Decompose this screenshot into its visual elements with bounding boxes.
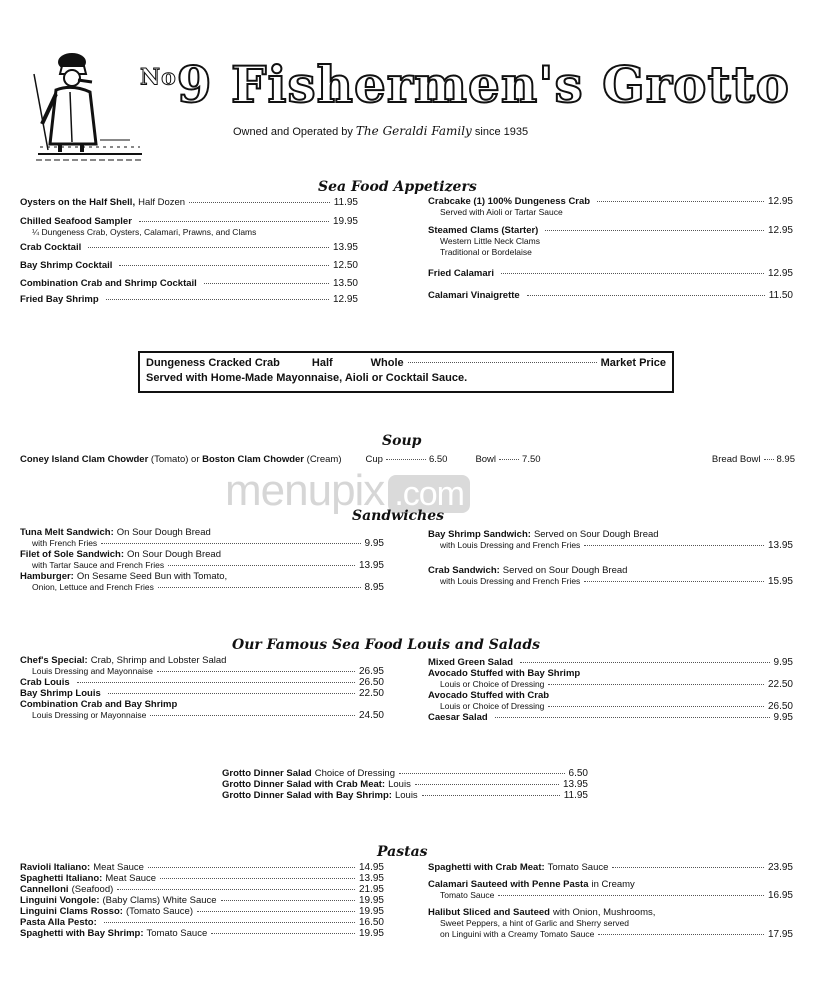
cracked-crab-box (138, 351, 674, 393)
section-appetizers: Sea Food Appetizers (318, 179, 477, 195)
soup-row (20, 454, 795, 465)
leader-dots (157, 671, 355, 672)
leader-dots (520, 662, 770, 663)
menu-item (428, 862, 793, 873)
menu-item-desc: on Linguini with a Creamy Tomato Sauce (440, 929, 595, 939)
menu-item (20, 294, 358, 305)
section-salads: Our Famous Sea Food Louis and Salads (232, 637, 541, 653)
menu-item-name: Grotto Dinner Salad with Bay Shrimp: (222, 790, 392, 801)
menu-item-price: 17.95 (767, 929, 793, 940)
menu-item-price: 22.50 (767, 679, 793, 690)
menu-item-name: Bay Shrimp Cocktail (20, 260, 113, 271)
menu-item-price: 13.95 (358, 560, 384, 571)
menu-item-price: 23.95 (767, 862, 793, 873)
menu-item-sub: with Onion, Mushrooms, (552, 907, 656, 918)
sandwiches-left-column (20, 527, 384, 593)
section-sandwiches: Sandwiches (352, 508, 445, 524)
section-soup: Soup (382, 433, 422, 449)
menu-item (20, 895, 384, 906)
menu-item-price: 8.95 (364, 582, 384, 593)
leader-dots (501, 273, 764, 274)
menu-item-sub: (Baby Clams) White Sauce (102, 895, 217, 906)
menu-item-price: 19.95 (332, 216, 358, 227)
menu-item (20, 527, 384, 549)
leader-dots (584, 545, 764, 546)
menu-item (20, 862, 384, 873)
cracked-crab-whole: Whole (370, 357, 404, 369)
menu-item-price: 9.95 (364, 538, 384, 549)
soup-bread-price: 8.95 (776, 454, 795, 465)
menu-item-name: Linguini Vongole: (20, 895, 100, 906)
appetizers-left-column (20, 197, 358, 309)
menu-item-sub: Served on Sour Dough Bread (502, 565, 628, 576)
menu-item-sub: Meat Sauce (93, 862, 144, 873)
menu-item-desc: Sweet Peppers, a hint of Garlic and Sherry served (440, 918, 629, 928)
menu-item (20, 197, 358, 208)
cracked-crab-served: Served with Home-Made Mayonnaise, Aioli or Cocktail Sauce. (146, 372, 468, 384)
menu-item (20, 873, 384, 884)
menu-item-desc-row (20, 710, 384, 721)
menu-item-desc-row (428, 540, 793, 551)
menu-item-desc: Western Little Neck Clams (440, 236, 540, 246)
leader-dots (211, 933, 355, 934)
title-number-prefix: No (140, 64, 177, 91)
menu-item-name: Pasta Alla Pesto: (20, 917, 97, 928)
menu-item-name: Crab Cocktail (20, 242, 82, 253)
menu-item (428, 225, 793, 258)
menu-item-sub: Choice of Dressing (314, 768, 395, 779)
menu-item-desc: Louis or Choice of Dressing (440, 679, 545, 689)
menu-item (20, 242, 358, 253)
menu-item-desc: Louis or Choice of Dressing (440, 701, 545, 711)
leader-dots (158, 587, 361, 588)
menu-item-price: 13.95 (332, 242, 358, 253)
menu-item-name: Grotto Dinner Salad with Crab Meat: (222, 779, 386, 790)
menu-item-row (428, 565, 793, 576)
menu-item (20, 278, 358, 289)
menu-item-sub: Louis (394, 790, 418, 801)
leader-dots (422, 795, 560, 796)
menu-item-price: 19.95 (358, 928, 384, 939)
menu-item-price: 13.95 (562, 779, 588, 790)
leader-dots (598, 934, 764, 935)
menu-item-price: 19.95 (358, 906, 384, 917)
menu-item-desc-row (20, 582, 384, 593)
menu-item-row (428, 268, 793, 279)
owned-prefix: Owned and Operated by (233, 126, 353, 138)
menu-item-name: Filet of Sole Sandwich: (20, 549, 124, 560)
menu-item (428, 268, 793, 279)
menu-item-name: Mixed Green Salad (428, 657, 514, 668)
cracked-crab-price: Market Price (600, 357, 666, 369)
leader-dots (139, 221, 329, 222)
menu-item-name: Cannelloni (20, 884, 69, 895)
leader-dots (408, 362, 597, 363)
menu-item-name: Combination Crab and Bay Shrimp (20, 699, 178, 710)
menu-item-name: Avocado Stuffed with Crab (428, 690, 550, 701)
leader-dots (88, 247, 329, 248)
menu-item-name: Calamari Vinaigrette (428, 290, 520, 301)
menu-item-price: 12.95 (767, 225, 793, 236)
menu-item-sub: On Sour Dough Bread (116, 527, 211, 538)
menu-item-row (428, 668, 793, 679)
menu-item-sub: Louis (388, 779, 411, 790)
menu-item-price: 21.95 (358, 884, 384, 895)
menu-item-price: 24.50 (358, 710, 384, 721)
menu-item-price: 12.50 (332, 260, 358, 271)
menu-item (428, 290, 793, 301)
leader-dots (160, 878, 355, 879)
leader-dots (498, 895, 764, 896)
menu-item (428, 196, 793, 218)
menu-item-row (428, 290, 793, 301)
leader-dots (495, 717, 770, 718)
menu-item-price: 13.95 (767, 540, 793, 551)
menu-item-row (20, 677, 384, 688)
menu-item-name: Hamburger: (20, 571, 74, 582)
menu-item-row (20, 862, 384, 873)
leader-dots (597, 201, 764, 202)
menu-item-sub: Crab, Shrimp and Lobster Salad (90, 655, 227, 666)
menu-item-price: 11.95 (563, 790, 588, 801)
menu-item-name: Caesar Salad (428, 712, 488, 723)
menu-item-sub: Tomato Sauce (146, 928, 208, 939)
menu-item (20, 688, 384, 699)
menu-item-row (20, 278, 358, 289)
leader-dots (527, 295, 765, 296)
soup-bread-label: Bread Bowl (711, 454, 761, 465)
leader-dots (204, 283, 329, 284)
soup-sub-1: (Tomato) or (150, 454, 200, 465)
menu-item-row (20, 917, 384, 928)
menu-item-row (20, 197, 358, 208)
leader-dots (221, 900, 355, 901)
menu-item (428, 690, 793, 712)
menu-item (428, 565, 793, 587)
menu-item-row (20, 906, 384, 917)
restaurant-title (140, 55, 790, 114)
menu-item-price: 12.95 (332, 294, 358, 305)
menu-item (20, 549, 384, 571)
leader-dots (499, 459, 519, 460)
menu-item-row (20, 260, 358, 271)
leader-dots (764, 459, 774, 460)
leader-dots (101, 543, 360, 544)
soup-name-1: Coney Island Clam Chowder (20, 454, 149, 465)
menu-item-price: 16.50 (358, 917, 384, 928)
menu-item-row (222, 790, 588, 801)
menu-item-desc-row (428, 890, 793, 901)
leader-dots (415, 784, 559, 785)
sandwiches-right-column (428, 529, 793, 587)
menu-item-name: Oysters on the Half Shell, (20, 197, 136, 208)
dinner-salads (222, 768, 588, 801)
menu-item (428, 712, 793, 723)
menu-item (222, 790, 588, 801)
menu-item-row (222, 779, 588, 790)
menu-item-name: Halibut Sliced and Sauteed (428, 907, 550, 918)
menu-item-name: Spaghetti Italiano: (20, 873, 103, 884)
menu-item-desc: ¼ Dungeness Crab, Oysters, Calamari, Prawns, and Clams (32, 227, 257, 237)
menu-item-name: Spaghetti with Crab Meat: (428, 862, 545, 873)
menu-item-row (20, 242, 358, 253)
menu-item (20, 677, 384, 688)
menu-item (20, 884, 384, 895)
menu-item (20, 917, 384, 928)
menu-item-row (20, 571, 384, 582)
menu-item-sub: On Sour Dough Bread (126, 549, 221, 560)
menu-item-price: 6.50 (568, 768, 588, 779)
menu-item-name: Crabcake (1) 100% Dungeness Crab (428, 196, 591, 207)
leader-dots (148, 867, 355, 868)
menu-item-name: Ravioli Italiano: (20, 862, 91, 873)
menu-item-desc-row (20, 538, 384, 549)
soup-sub-2: (Cream) (306, 454, 342, 465)
menu-item-name: Chef's Special: (20, 655, 88, 666)
leader-dots (168, 565, 355, 566)
menu-item-name: Fried Calamari (428, 268, 494, 279)
menu-item-sub: On Sesame Seed Bun with Tomato, (76, 571, 228, 582)
menu-item-row (428, 862, 793, 873)
menu-item (20, 655, 384, 677)
menu-item-desc: Louis Dressing or Mayonnaise (32, 710, 147, 720)
menu-item-desc: Traditional or Bordelaise (440, 247, 532, 257)
menu-item (428, 529, 793, 551)
menu-item-row (428, 196, 793, 207)
menu-item-price: 13.50 (332, 278, 358, 289)
leader-dots (612, 867, 764, 868)
menu-item-name: Bay Shrimp Louis (20, 688, 101, 699)
section-pastas: Pastas (377, 844, 428, 860)
appetizers-right-column (428, 196, 793, 305)
menu-item-row (222, 768, 588, 779)
menu-item-name: Spaghetti with Bay Shrimp: (20, 928, 144, 939)
menu-item-name: Steamed Clams (Starter) (428, 225, 539, 236)
menu-item-name: Crab Louis (20, 677, 70, 688)
menu-item-sub: Served on Sour Dough Bread (533, 529, 659, 540)
leader-dots (545, 230, 764, 231)
menu-item (428, 657, 793, 668)
menu-item (20, 928, 384, 939)
family-name: The Geraldi Family (355, 124, 472, 138)
cracked-crab-name: Dungeness Cracked Crab (146, 357, 280, 369)
menu-item-desc-row (428, 679, 793, 690)
menu-item (20, 216, 358, 238)
leader-dots (108, 693, 355, 694)
menu-item-row (428, 690, 793, 701)
menu-item-price: 26.95 (358, 666, 384, 677)
menu-item-row (428, 879, 793, 890)
leader-dots (548, 684, 764, 685)
menu-item-desc: Louis Dressing and Mayonnaise (32, 666, 153, 676)
leader-dots (197, 911, 355, 912)
soup-name-2: Boston Clam Chowder (202, 454, 305, 465)
menu-item-desc-row (428, 701, 793, 712)
menu-item (222, 779, 588, 790)
menu-item-sub: Meat Sauce (105, 873, 157, 884)
menu-item-desc-row (428, 576, 793, 587)
salads-right-column (428, 657, 793, 723)
menu-item (222, 768, 588, 779)
menu-item-desc: with Louis Dressing and French Fries (440, 540, 581, 550)
leader-dots (150, 715, 355, 716)
menu-item-price: 26.50 (358, 677, 384, 688)
menu-item-name: Fried Bay Shrimp (20, 294, 99, 305)
menu-item-desc-row (20, 560, 384, 571)
menu-item-price: 19.95 (358, 895, 384, 906)
menu-item-desc: with Tartar Sauce and French Fries (32, 560, 165, 570)
menu-item-sub: in Creamy (591, 879, 635, 890)
menu-item-name: Chilled Seafood Sampler (20, 216, 132, 227)
fisherman-logo (30, 44, 150, 162)
leader-dots (117, 889, 355, 890)
menu-item-sub: Tomato Sauce (547, 862, 609, 873)
watermark-text: menupix (225, 466, 385, 515)
cracked-crab-line (146, 357, 666, 369)
since-text: since 1935 (474, 126, 529, 138)
menu-item-price: 13.95 (358, 873, 384, 884)
menu-item-desc: Tomato Sauce (440, 890, 495, 900)
menu-item-name: Tuna Melt Sandwich: (20, 527, 114, 538)
menu-item-price: 11.95 (333, 197, 358, 208)
menu-item-row (20, 655, 384, 666)
menu-item-name: Crab Sandwich: (428, 565, 500, 576)
menu-item-sub: (Tomato Sauce) (125, 906, 193, 917)
soup-cup-label: Cup (365, 454, 383, 465)
watermark-com: .com (388, 475, 470, 513)
leader-dots (386, 459, 426, 460)
menu-item-name: Linguini Clams Rosso: (20, 906, 123, 917)
soup-cup-price: 6.50 (428, 454, 448, 465)
menu-item-name: Combination Crab and Shrimp Cocktail (20, 278, 197, 289)
menu-item-row (428, 225, 793, 236)
menu-item-row (428, 907, 793, 918)
menu-item-desc: with Louis Dressing and French Fries (440, 576, 581, 586)
menu-item-row (20, 549, 384, 560)
menu-item-price: 22.50 (358, 688, 384, 699)
menu-item-row (20, 688, 384, 699)
menu-item-row (20, 527, 384, 538)
menu-item (428, 668, 793, 690)
menu-item-row (20, 216, 358, 227)
menu-item-row (20, 699, 384, 710)
menu-item-row (428, 529, 793, 540)
soup-bowl-label: Bowl (475, 454, 497, 465)
menu-item-row (20, 873, 384, 884)
menu-item-price: 9.95 (773, 712, 793, 723)
menu-item-price: 14.95 (358, 862, 384, 873)
leader-dots (106, 299, 329, 300)
menu-item-desc-row (428, 929, 793, 940)
pastas-left-column (20, 862, 384, 939)
menu-item-price: 12.95 (767, 268, 793, 279)
menu-item-name: Avocado Stuffed with Bay Shrimp (428, 668, 581, 679)
menu-item (20, 699, 384, 721)
owned-line (233, 124, 528, 138)
menu-item (428, 879, 793, 901)
leader-dots (77, 682, 355, 683)
menu-item-name: Grotto Dinner Salad (222, 768, 312, 779)
menu-item (20, 260, 358, 271)
menu-item-row (20, 895, 384, 906)
leader-dots (189, 202, 330, 203)
menu-item-price: 11.50 (768, 290, 793, 301)
menu-item-desc-row (20, 666, 384, 677)
menu-item-row (428, 712, 793, 723)
menu-item-row (428, 657, 793, 668)
title-text: 9 Fishermen's Grotto (176, 55, 791, 114)
menu-item-row (20, 294, 358, 305)
menu-item-price: 26.50 (767, 701, 793, 712)
menu-item-price: 15.95 (767, 576, 793, 587)
menu-item (428, 907, 793, 940)
leader-dots (119, 265, 329, 266)
menu-item-desc: with French Fries (32, 538, 98, 548)
menu-item-name: Bay Shrimp Sandwich: (428, 529, 531, 540)
menu-item-sub: (Seafood) (71, 884, 114, 895)
menu-item-desc: Onion, Lettuce and French Fries (32, 582, 154, 592)
menu-item-row (20, 928, 384, 939)
salads-left-column (20, 655, 384, 721)
soup-bowl-price: 7.50 (522, 454, 541, 465)
menu-item-sub: Half Dozen (138, 197, 186, 208)
menu-item-price: 12.95 (767, 196, 793, 207)
menu-item-price: 16.95 (767, 890, 793, 901)
menu-item-name: Calamari Sauteed with Penne Pasta (428, 879, 589, 890)
menu-item (20, 906, 384, 917)
leader-dots (399, 773, 565, 774)
menu-item-price: 9.95 (773, 657, 793, 668)
leader-dots (584, 581, 764, 582)
pastas-right-column (428, 862, 793, 940)
menu-item-row (20, 884, 384, 895)
leader-dots (104, 922, 355, 923)
menu-item (20, 571, 384, 593)
menu-item-desc: Served with Aioli or Tartar Sauce (440, 207, 563, 217)
leader-dots (548, 706, 764, 707)
cracked-crab-half: Half (311, 357, 333, 369)
